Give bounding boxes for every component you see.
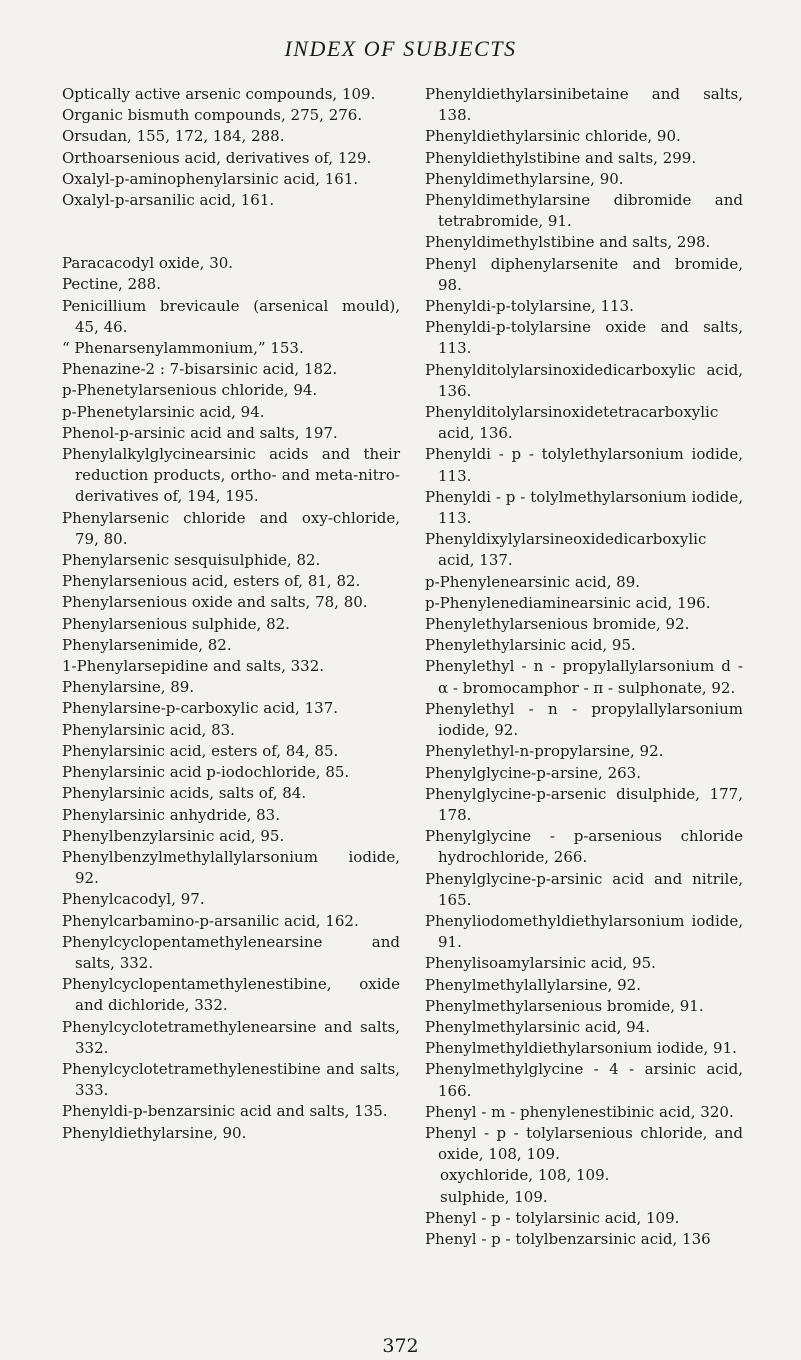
index-entry: Phenyldi - p - tolylethylarsonium iodide, 113. bbox=[425, 445, 743, 485]
index-entry: Orthoarsenious acid, derivatives of, 129. bbox=[62, 148, 372, 167]
index-subentry: sulphide, 109. bbox=[440, 1187, 548, 1206]
index-entry: Phenyldimethylarsine, 90. bbox=[425, 169, 624, 188]
left-group-p bbox=[62, 253, 400, 1144]
index-entry: Phenylcacodyl, 97. bbox=[62, 890, 205, 909]
index-entry: Phenylcyclotetramethylenestibine and salts, 333. bbox=[62, 1059, 400, 1100]
index-entry: “ Phenarsenylammonium,” 153. bbox=[62, 339, 304, 358]
index-entry: Organic bismuth compounds, 275, 276. bbox=[62, 106, 363, 125]
index-entry: Phenylarsinic anhydride, 83. bbox=[62, 805, 280, 824]
index-entry: Phenyl - m - phenylenestibinic acid, 320. bbox=[425, 1102, 734, 1121]
index-entry: Phenylethyl - n - propylallylarsonium iodide, 92. bbox=[425, 699, 743, 740]
index-entry: Phenylglycine - p-arsenious chloride hydrochloride, 266. bbox=[425, 827, 743, 867]
index-entry: Phenylditolylarsinoxidetetracarboxylic acid, 136. bbox=[425, 403, 719, 443]
index-entry: Phenylglycine-p-arsine, 263. bbox=[425, 763, 641, 782]
index-entry: Pectine, 288. bbox=[62, 275, 161, 294]
index-entry: Phenylmethylarsenious bromide, 91. bbox=[425, 996, 704, 1015]
page-number: 372 bbox=[382, 1335, 419, 1357]
index-entry: Phenylethyl - n - propylallylarsonium d - α - bromocamphor - π - sulphonate, 92. bbox=[425, 657, 743, 697]
index-entry: Phenylethyl-n-propylarsine, 92. bbox=[425, 742, 664, 761]
index-entry: Phenylarsenious acid, esters of, 81, 82. bbox=[62, 572, 361, 591]
index-entry: Phenazine-2 : 7-bisarsinic acid, 182. bbox=[62, 360, 338, 379]
left-column bbox=[62, 84, 400, 1144]
index-entry: p-Phenylenediaminearsinic acid, 196. bbox=[425, 593, 711, 612]
index-entry: 1-Phenylarsepidine and salts, 332. bbox=[62, 657, 325, 676]
index-entry: Phenylarsinic acid, esters of, 84, 85. bbox=[62, 741, 339, 760]
index-entry: Phenylglycine-p-arsenic disulphide, 177, 178. bbox=[425, 784, 743, 824]
index-entry: Phenylarsine-p-carboxylic acid, 137. bbox=[62, 699, 338, 718]
index-entry: Phenylethylarsinic acid, 95. bbox=[425, 636, 636, 655]
index-entry: Phenol-p-arsinic acid and salts, 197. bbox=[62, 423, 338, 442]
index-entry: Phenylalkylglycinearsinic acids and their reduction products, ortho- and meta-nitro-derivatives of, 194, 195. bbox=[62, 445, 400, 506]
index-entry: Phenylcarbamino-p-arsanilic acid, 162. bbox=[62, 911, 359, 930]
index-entry: Phenyliodomethyldiethylarsonium iodide, 91. bbox=[425, 911, 743, 952]
index-entry: Phenylisoamylarsinic acid, 95. bbox=[425, 954, 656, 973]
index-entry: Phenyldimethylarsine dibromide and tetrabromide, 91. bbox=[425, 191, 743, 231]
index-entry: Phenyldiethylarsinibetaine and salts, 138. bbox=[425, 85, 743, 125]
index-entry: Phenyldi-p-benzarsinic acid and salts, 135. bbox=[62, 1102, 388, 1121]
index-entry: Phenylarsinic acid, 83. bbox=[62, 720, 235, 739]
index-entry: Phenylarsine, 89. bbox=[62, 678, 195, 697]
section-gap bbox=[62, 211, 400, 253]
index-entry: Paracacodyl oxide, 30. bbox=[62, 254, 234, 273]
index-entry: p-Phenetylarsenious chloride, 94. bbox=[62, 381, 318, 400]
index-entry: Orsudan, 155, 172, 184, 288. bbox=[62, 127, 285, 146]
index-entry: Phenylarsinic acid p-iodochloride, 85. bbox=[62, 763, 350, 782]
index-entry: Phenyldimethylstibine and salts, 298. bbox=[425, 233, 711, 252]
index-entry: Phenyldiethylarsine, 90. bbox=[62, 1123, 247, 1142]
index-entry: Phenylarsenious oxide and salts, 78, 80. bbox=[62, 593, 368, 612]
index-entry: Phenylglycine-p-arsinic acid and nitrile, 165. bbox=[425, 869, 743, 909]
index-entry: Phenyldiethylarsinic chloride, 90. bbox=[425, 127, 681, 146]
index-entry: Phenylcyclotetramethylenearsine and salts, 332. bbox=[62, 1017, 400, 1057]
index-entry: Optically active arsenic compounds, 109. bbox=[62, 85, 376, 103]
index-entry: Phenylbenzylarsinic acid, 95. bbox=[62, 826, 285, 845]
index-entry: Phenylarsenious sulphide, 82. bbox=[62, 614, 290, 633]
index-entry: p-Phenetylarsinic acid, 94. bbox=[62, 402, 265, 421]
index-entry: Phenylbenzylmethylallylarsonium iodide, 92. bbox=[62, 847, 400, 888]
index-entry: Phenyldi - p - tolylmethylarsonium iodide, 113. bbox=[425, 487, 743, 528]
index-entry: Phenylarsenimide, 82. bbox=[62, 635, 232, 654]
index-entry: Phenylarsenic chloride and oxy-chloride, 79, 80. bbox=[62, 508, 400, 548]
index-entry: p-Phenylenearsinic acid, 89. bbox=[425, 572, 641, 591]
index-entry: Phenyldixylylarsineoxidedicarboxylic acid, 137. bbox=[425, 530, 707, 570]
index-entry: Penicillium brevicaule (arsenical mould), 45, 46. bbox=[62, 296, 400, 336]
page-header: INDEX OF SUBJECTS bbox=[284, 36, 517, 61]
index-entry: Phenyldiethylstibine and salts, 299. bbox=[425, 148, 697, 167]
right-column bbox=[425, 84, 743, 1250]
index-entry: Phenyl - p - tolylbenzarsinic acid, 136 bbox=[425, 1229, 711, 1248]
index-entry: Phenyl diphenylarsenite and bromide, 98. bbox=[425, 254, 743, 294]
left-group-o bbox=[62, 84, 400, 211]
index-entry: Phenylethylarsenious bromide, 92. bbox=[425, 615, 690, 634]
index-entry: Oxalyl-p-arsanilic acid, 161. bbox=[62, 191, 275, 210]
index-entry: Phenylmethylallylarsine, 92. bbox=[425, 975, 641, 994]
index-entry: Phenylmethyldiethylarsonium iodide, 91. bbox=[425, 1039, 737, 1058]
index-entry: Oxalyl-p-aminophenylarsinic acid, 161. bbox=[62, 169, 359, 188]
index-entry: Phenylcyclopentamethylenearsine and salts, 332. bbox=[62, 932, 400, 972]
index-entry: Phenyl - p - tolylarsinic acid, 109. bbox=[425, 1208, 680, 1227]
index-entry: Phenyldi-p-tolylarsine oxide and salts, 113. bbox=[425, 318, 743, 358]
index-entry: Phenylarsenic sesquisulphide, 82. bbox=[62, 551, 321, 570]
index-entry: Phenyl - p - tolylarsenious chloride, and oxide, 108, 109. bbox=[425, 1123, 743, 1164]
index-entry: Phenylarsinic acids, salts of, 84. bbox=[62, 784, 307, 803]
index-entry: Phenylcyclopentamethylenestibine, oxide and dichloride, 332. bbox=[62, 975, 400, 1015]
index-entry: Phenylmethylglycine - 4 - arsinic acid, 166. bbox=[425, 1060, 743, 1100]
index-entry: Phenyldi-p-tolylarsine, 113. bbox=[425, 297, 634, 316]
index-subentry: oxychloride, 108, 109. bbox=[440, 1166, 610, 1185]
index-entry: Phenylditolylarsinoxidedicarboxylic acid, 136. bbox=[425, 360, 743, 400]
index-entry: Phenylmethylarsinic acid, 94. bbox=[425, 1017, 650, 1036]
